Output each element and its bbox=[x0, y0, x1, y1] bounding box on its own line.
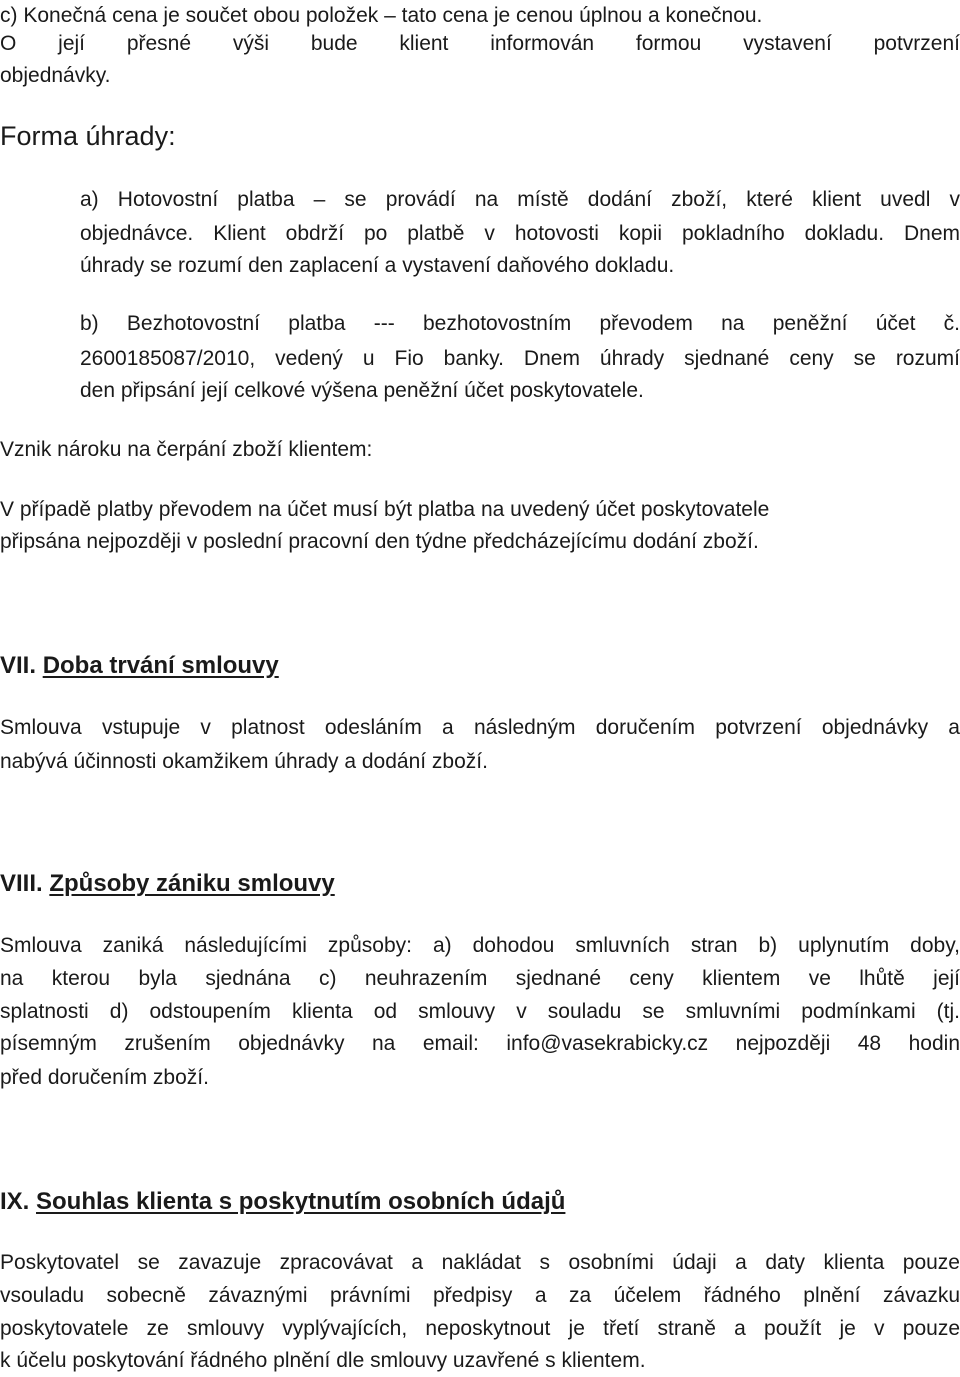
text-line: c) Konečná cena je součet obou položek – tato cena je cenou úplnou a konečnou. bbox=[0, 4, 763, 27]
section-title: Doba trvání smlouvy bbox=[42, 652, 279, 679]
text-line: vsouladu sobecně závaznými právními předpisy a za účelem řádného plnění závazku bbox=[0, 1284, 960, 1307]
text-line: Smlouva vstupuje v platnost odesláním a následným doručením potvrzení objednávky a bbox=[0, 716, 960, 739]
text-line: a) Hotovostní platba – se provádí na místě dodání zboží, které klient uvedl v bbox=[80, 188, 960, 211]
section-heading-viii bbox=[0, 868, 960, 900]
section-label-vznik: Vznik nároku na čerpání zboží klientem: bbox=[0, 438, 373, 461]
section-heading-vii bbox=[0, 650, 960, 682]
text-line: před doručením zboží. bbox=[0, 1066, 209, 1089]
text-line: objednávky. bbox=[0, 64, 111, 87]
text-line: objednávce. Klient obdrží po platbě v hotovosti kopii pokladního dokladu. Dnem bbox=[80, 222, 960, 245]
section-title: Způsoby zániku smlouvy bbox=[49, 870, 335, 897]
section-number: VII. bbox=[0, 652, 37, 679]
section-heading-ix bbox=[0, 1186, 960, 1218]
text-line: poskytovatele ze smlouvy vyplývajících, neposkytnout je třetí straně a použít je v pouze bbox=[0, 1317, 960, 1340]
section-label-forma-uhrady: Forma úhrady: bbox=[0, 121, 176, 151]
text-line: b) Bezhotovostní platba --- bezhotovostním převodem na peněžní účet č. bbox=[80, 312, 960, 335]
text-line: Smlouva zaniká následujícími způsoby: a) dohodou smluvních stran b) uplynutím doby, bbox=[0, 934, 960, 957]
text-line: nabývá účinnosti okamžikem úhrady a dodání zboží. bbox=[0, 750, 488, 773]
text-line: úhrady se rozumí den zaplacení a vystavení daňového dokladu. bbox=[80, 254, 675, 277]
text-line: písemným zrušením objednávky na email: info@vasekrabicky.cz nejpozději 48 hodin bbox=[0, 1032, 960, 1055]
text-line: splatnosti d) odstoupením klienta od smlouvy v souladu se smluvními podmínkami (tj. bbox=[0, 1000, 960, 1023]
section-number: VIII. bbox=[0, 870, 43, 897]
text-line: k účelu poskytování řádného plnění dle smlouvy uzavřené s klientem. bbox=[0, 1349, 646, 1372]
text-line: Poskytovatel se zavazuje zpracovávat a nakládat s osobními údaji a daty klienta pouze bbox=[0, 1251, 960, 1274]
text-line: připsána nejpozději v poslední pracovní den týdne předcházejícímu dodání zboží. bbox=[0, 530, 759, 553]
section-number: IX. bbox=[0, 1188, 30, 1215]
text-line: na kterou byla sjednána c) neuhrazením sjednané ceny klientem ve lhůtě její bbox=[0, 967, 960, 990]
text-line: O její přesné výši bude klient informován formou vystavení potvrzení bbox=[0, 32, 960, 55]
text-line: den připsání její celkové výšena peněžní účet poskytovatele. bbox=[80, 379, 644, 402]
text-line: 2600185087/2010, vedený u Fio banky. Dnem úhrady sjednané ceny se rozumí bbox=[80, 347, 960, 370]
section-title: Souhlas klienta s poskytnutím osobních údajů bbox=[36, 1188, 566, 1215]
text-line: V případě platby převodem na účet musí být platba na uvedený účet poskytovatele bbox=[0, 498, 770, 521]
